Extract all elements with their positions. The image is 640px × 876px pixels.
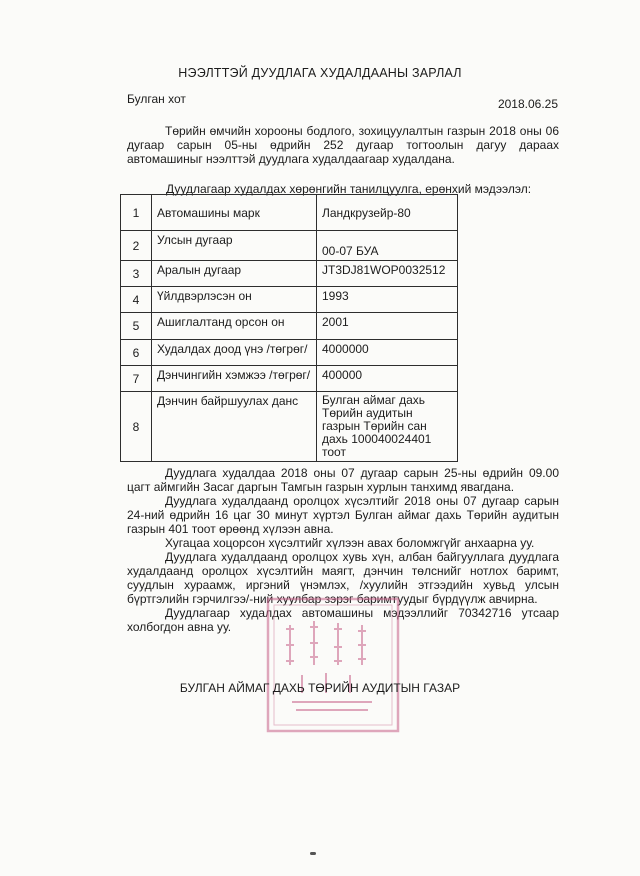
table-row [121,340,458,366]
table-row [121,287,458,313]
paragraph-required-documents: Дуудлага худалдаанд оролцох хувь хүн, албан байгууллага дуудлага худалдаанд оролцох хүсэлтийн маягт, дэнчин төлснийг нотлох баримт, суудлын хураамж, иргэний үнэмлэх, /хуулийн этгээдийн хувьд улсын бүртгэлийн гэрчилгээ/-ний хуулбар зэрэг баримтуудыг бүрдүүлж авчирна. [127,550,559,606]
signature-organization: БУЛГАН АЙМАГ ДАХЬ ТӨРИЙН АУДИТЫН ГАЗАР [179,681,461,695]
document-title: НЭЭЛТТЭЙ ДУУДЛАГА ХУДАЛДААНЫ ЗАРЛАЛ [178,66,462,80]
row-value: 4000000 [317,340,458,366]
table-row [121,392,458,462]
document-date: 2018.06.25 [497,97,558,111]
row-number: 5 [121,313,152,340]
asset-info-table [120,194,458,462]
row-label: Аралын дугаар [152,261,317,287]
row-label: Дэнчин байршуулах данс [152,392,317,462]
row-number: 2 [121,231,152,261]
city-label: Булган хот [127,92,186,106]
paragraph-contact: Дуудлагаар худалдах автомашины мэдээллийг 70342716 утсаар холбогдон авна уу. [127,606,559,634]
row-number: 1 [121,195,152,231]
row-number: 6 [121,340,152,366]
row-number: 7 [121,366,152,392]
table-row [121,366,458,392]
table-row [121,231,458,261]
intro-paragraph [127,124,559,166]
row-number: 3 [121,261,152,287]
paragraph-late-notice: Хугацаа хоцорсон хүсэлтийг хүлээн авах боломжгүйг анхаарна уу. [165,536,535,550]
paragraph-auction-time: Дуудлага худалдаа 2018 оны 07 дугаар сарын 25-ны өдрийн 09.00 цагт аймгийн Засаг даргын Тамгын газрын хурлын танхимд явагдана. [127,466,559,494]
table-row [121,261,458,287]
row-label: Ашиглалтанд орсон он [152,313,317,340]
table-caption: Дуудлагаар худалдах хөрөнгийн танилцуулга, ерөнхий мэдээлэл: [166,182,532,196]
table-row [121,195,458,231]
row-label: Автомашины марк [152,195,317,231]
row-value: 1993 [317,287,458,313]
paragraph-application-deadline: Дуудлага худалдаанд оролцох хүсэлтийг 2018 оны 07 дугаар сарын 24-ний өдрийн 16 цаг 30 минут хүртэл Булган аймаг дахь Төрийн аудитын газрын 401 тоот өрөөнд хүлээн авна. [127,494,559,536]
row-label: Улсын дугаар [152,231,317,261]
row-value: 2001 [317,313,458,340]
row-value: JT3DJ81WOP0032512 [317,261,458,287]
row-label: Үйлдвэрлэсэн он [152,287,317,313]
row-value: Ландкрузейр-80 [317,195,458,231]
scan-artifact [310,852,316,855]
row-number: 8 [121,392,152,462]
seal-stamp-image [262,595,402,735]
row-value: 400000 [317,366,458,392]
row-value: 00-07 БУА [317,231,458,261]
intro-text: Төрийн өмчийн хорооны бодлого, зохицуулалтын газрын 2018 оны 06 дугаар сарын 05-ны өдрийн 252 дугаар тогтоолын дагуу дараах автомашиныг нээлттэй дуудлага худалдаагаар худалдана. [127,124,559,166]
row-value: Булган аймаг дахь Төрийн аудитын газрын Төрийн сан дахь 100040024401 тоот [317,392,458,462]
row-label: Худалдах доод үнэ /төгрөг/ [152,340,317,366]
row-label: Дэнчингийн хэмжээ /төгрөг/ [152,366,317,392]
table-row [121,313,458,340]
row-number: 4 [121,287,152,313]
